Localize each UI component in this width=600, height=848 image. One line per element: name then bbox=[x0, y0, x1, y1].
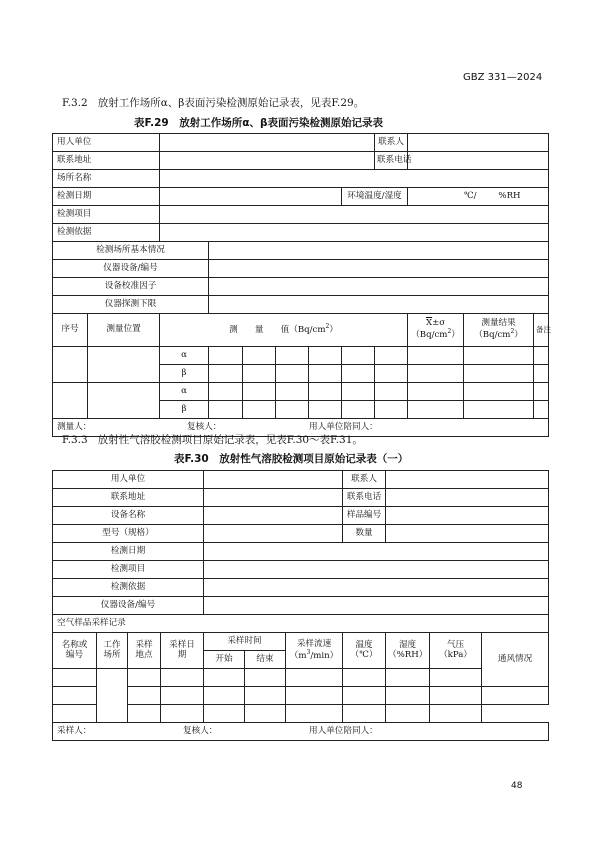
contact-phone-value[interactable] bbox=[386, 489, 549, 507]
signature-line bbox=[53, 723, 549, 741]
quantity-label: 数量 bbox=[343, 525, 386, 543]
col-remark-header: 备注 bbox=[534, 314, 549, 347]
test-basis-label: 检测依据 bbox=[53, 579, 204, 597]
sampler-label: 采样人： bbox=[57, 725, 92, 736]
reviewer-label: 复核人： bbox=[183, 725, 218, 736]
table-header-row bbox=[53, 314, 549, 347]
col-no-header: 序号 bbox=[53, 314, 88, 347]
site-name-value[interactable] bbox=[160, 170, 549, 188]
contact-phone-label: 联系电话 bbox=[375, 152, 408, 170]
table-f29-caption: 表F.29 放射工作场所α、β表面污染检测原始记录表 bbox=[134, 117, 383, 129]
table-row bbox=[53, 296, 549, 314]
test-item-value[interactable] bbox=[160, 206, 549, 224]
table-row bbox=[53, 525, 549, 543]
detection-limit-value[interactable] bbox=[209, 296, 549, 314]
col-pressure-header: 气压 （kPa） bbox=[430, 633, 482, 669]
instrument-id-value[interactable] bbox=[209, 260, 549, 278]
col-mean-header: $\overline{X}\pm\sigma$ $(Bq/cm^2)$ bbox=[408, 314, 464, 347]
test-date-value[interactable] bbox=[160, 188, 342, 206]
env-temp-humidity-label: 环境温度/湿度 bbox=[342, 188, 408, 206]
instrument-id-value[interactable] bbox=[204, 597, 549, 615]
escort-label: 用人单位陪同人： bbox=[309, 725, 378, 736]
table-row bbox=[53, 278, 549, 296]
user-unit-label: 用人单位 bbox=[53, 134, 160, 152]
table-row bbox=[53, 705, 549, 723]
calibration-factor-label: 设备校准因子 bbox=[53, 278, 209, 296]
page-number: 48 bbox=[511, 781, 523, 791]
table-header-row bbox=[53, 633, 549, 651]
test-date-value[interactable] bbox=[204, 543, 549, 561]
table-row bbox=[53, 242, 549, 260]
section-f33 bbox=[62, 432, 363, 447]
col-result-header: 测量结果 $(Bq/cm^2)$ bbox=[464, 314, 534, 347]
temp-unit: ℃/ bbox=[464, 190, 477, 201]
detection-limit-label: 仪器探测下限 bbox=[53, 296, 209, 314]
table-footer-row bbox=[53, 723, 549, 741]
col-date-header: 采样日 期 bbox=[161, 633, 204, 669]
table-row bbox=[53, 170, 549, 188]
equipment-name-label: 设备名称 bbox=[53, 507, 204, 525]
col-time-header: 采样时间 bbox=[204, 633, 286, 651]
standard-number: GBZ 331—2024 bbox=[463, 72, 543, 83]
model-value[interactable] bbox=[204, 525, 343, 543]
test-date-label: 检测日期 bbox=[53, 188, 160, 206]
contact-address-value[interactable] bbox=[204, 489, 343, 507]
section-number: F.3.2 bbox=[62, 97, 88, 109]
equipment-name-value[interactable] bbox=[204, 507, 343, 525]
user-unit-value[interactable] bbox=[160, 134, 375, 152]
test-date-label: 检测日期 bbox=[53, 543, 204, 561]
contact-person-label: 联系人 bbox=[375, 134, 408, 152]
table-row bbox=[53, 152, 549, 170]
beta-label: β bbox=[160, 401, 209, 419]
air-sampling-record-label: 空气样品采样记录 bbox=[53, 615, 549, 633]
instrument-id-label: 仪器设备/编号 bbox=[53, 597, 204, 615]
table-row bbox=[53, 543, 549, 561]
col-workplace-header: 工作 场所 bbox=[97, 633, 128, 669]
position-cell[interactable] bbox=[88, 347, 160, 383]
col-temp-header: 温度 （℃） bbox=[343, 633, 386, 669]
env-temp-humidity-value[interactable] bbox=[408, 188, 549, 206]
table-row bbox=[53, 579, 549, 597]
beta-label: β bbox=[160, 365, 209, 383]
test-item-label: 检测项目 bbox=[53, 206, 160, 224]
table-row bbox=[53, 188, 549, 206]
col-start-header: 开始 bbox=[204, 651, 245, 669]
no-cell[interactable] bbox=[53, 347, 88, 383]
section-text: 放射性气溶胶检测项目原始记录表，见表F.30～表F.31。 bbox=[97, 434, 363, 446]
alpha-label: α bbox=[160, 347, 209, 365]
contact-person-value[interactable] bbox=[386, 471, 549, 489]
site-name-label: 场所名称 bbox=[53, 170, 160, 188]
model-label: 型号（规格） bbox=[53, 525, 204, 543]
col-humidity-header: 湿度 （%RH） bbox=[386, 633, 430, 669]
table-f29 bbox=[52, 133, 552, 437]
rh-unit: %RH bbox=[498, 190, 521, 201]
reviewer-label: 复核人： bbox=[187, 421, 222, 432]
table-row bbox=[53, 347, 549, 365]
table-row bbox=[53, 687, 549, 705]
contact-person-value[interactable] bbox=[408, 134, 549, 152]
no-cell[interactable] bbox=[53, 383, 88, 419]
table-row bbox=[53, 260, 549, 278]
alpha-label: α bbox=[160, 383, 209, 401]
section-f32 bbox=[62, 95, 364, 110]
contact-address-label: 联系地址 bbox=[53, 152, 160, 170]
table-row bbox=[53, 206, 549, 224]
contact-phone-label: 联系电话 bbox=[343, 489, 386, 507]
table-f30-caption: 表F.30 放射性气溶胶检测项目原始记录表（一） bbox=[174, 453, 409, 465]
instrument-id-label: 仪器设备/编号 bbox=[53, 260, 209, 278]
sample-no-value[interactable] bbox=[386, 507, 549, 525]
col-position-header: 测量位置 bbox=[88, 314, 160, 347]
user-unit-label: 用人单位 bbox=[53, 471, 204, 489]
contact-phone-value[interactable] bbox=[408, 152, 549, 170]
table-row bbox=[53, 561, 549, 579]
test-basis-value[interactable] bbox=[204, 579, 549, 597]
col-flow-header: 采样流速 $(m^3/\min)$ bbox=[286, 633, 343, 669]
table-row bbox=[53, 383, 549, 401]
section-number: F.3.3 bbox=[62, 434, 88, 446]
contact-address-label: 联系地址 bbox=[53, 489, 204, 507]
table-row bbox=[53, 471, 549, 489]
test-item-label: 检测项目 bbox=[53, 561, 204, 579]
table-row bbox=[53, 489, 549, 507]
section-text: 放射工作场所α、β表面污染检测原始记录表，见表F.29。 bbox=[97, 97, 365, 109]
table-row bbox=[53, 669, 549, 687]
escort-label: 用人单位陪同人： bbox=[309, 421, 378, 432]
test-basis-label: 检测依据 bbox=[53, 224, 160, 242]
col-name-no-header: 名称或 编号 bbox=[53, 633, 97, 669]
test-item-value[interactable] bbox=[204, 561, 549, 579]
col-measured-header: 测 量 值$(Bq/cm^2)$ bbox=[160, 314, 408, 347]
contact-address-value[interactable] bbox=[160, 152, 375, 170]
table-row bbox=[53, 224, 549, 242]
site-basic-info-label: 检测场所基本情况 bbox=[53, 242, 209, 260]
measurer-label: 测量人： bbox=[57, 421, 92, 432]
calibration-factor-value[interactable] bbox=[209, 278, 549, 296]
table-row bbox=[53, 615, 549, 633]
quantity-value[interactable] bbox=[386, 525, 549, 543]
table-row bbox=[53, 597, 549, 615]
col-ventilation-header: 通风情况 bbox=[482, 633, 549, 687]
table-row bbox=[53, 134, 549, 152]
contact-person-label: 联系人 bbox=[343, 471, 386, 489]
sample-no-label: 样品编号 bbox=[343, 507, 386, 525]
col-end-header: 结束 bbox=[245, 651, 286, 669]
table-f30 bbox=[52, 470, 549, 741]
user-unit-value[interactable] bbox=[204, 471, 343, 489]
test-basis-value[interactable] bbox=[160, 224, 549, 242]
table-row bbox=[53, 507, 549, 525]
position-cell[interactable] bbox=[88, 383, 160, 419]
col-location-header: 采样 地点 bbox=[128, 633, 161, 669]
site-basic-info-value[interactable] bbox=[209, 242, 549, 260]
